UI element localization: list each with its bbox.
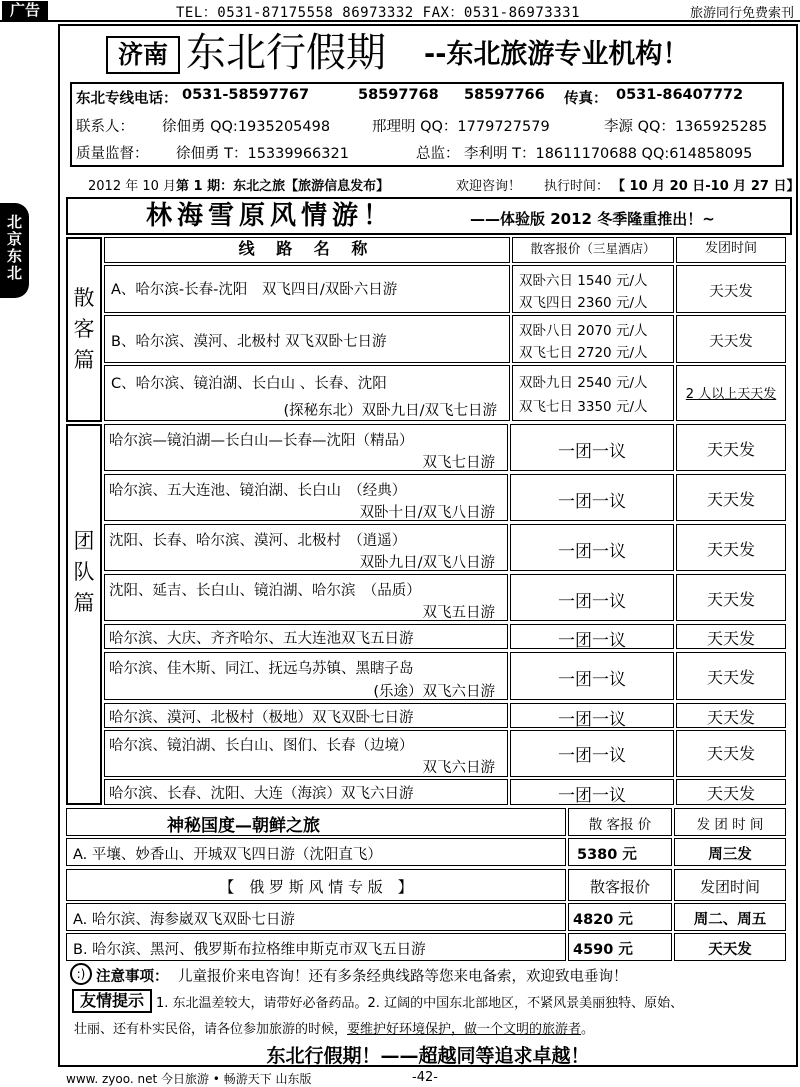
group-row-price [510,703,674,728]
top-right-note: 旅游同行免费索刊 [689,6,794,21]
russia-depart-cell [674,903,786,931]
scattered-row-c-route [104,365,510,421]
price-text: 一团一议 [558,746,626,766]
route-text: B、哈尔滨、漠河、北极村 双飞双卧七日游 [111,334,387,350]
qa-label: 质量监督： [76,146,149,162]
tips-line-2b: 要维护好环境保护，做一个文明的旅游者 [347,1022,582,1037]
route-text: 哈尔滨、五大连池、镜泊湖、长白山 （经典） [109,483,407,499]
header-text: 发团时间 [699,878,760,896]
qa-contact: 徐佃勇 T：15339966321 [176,146,349,162]
depart-text: 天天发 [706,490,755,509]
contact-3: 李源 QQ：1365925285 [604,119,768,135]
group-row-price [510,474,674,521]
tips-label: 友情提示 [72,989,152,1013]
tips-line-2c: 。 [581,1022,595,1037]
group-row-route [104,779,508,805]
closing-slogan: 东北行假期！——超越同等追求卓越！ [266,1045,590,1067]
scattered-row-a-price [512,265,674,313]
masthead-city: 济南 [106,36,180,74]
top-tel-fax: TEL：0531-87175558 86973332 FAX：0531-86973331 [176,5,581,21]
contact-label: 联系人： [76,119,134,135]
tips-line-2 [74,1018,594,1037]
russia-header-depart [674,869,786,901]
header-text: 散客报价 [589,878,650,896]
group-row-route [104,730,508,777]
group-row-price [510,652,674,700]
route-text: 哈尔滨、大庆、齐齐哈尔、五大连池双飞五日游 [109,631,414,647]
depart-text: 天天发 [706,708,755,727]
side-tab-line-2: 东北 [6,247,22,282]
scattered-row-c-depart [676,365,786,421]
section-label-group [66,424,102,805]
group-row-price [510,574,674,621]
route-text: B. 哈尔滨、黑河、俄罗斯布拉格维申斯克市双飞五日游 [73,942,426,958]
depart-text: 天天发 [709,334,753,350]
header-depart: 发团时间 [676,237,786,263]
route-text: 哈尔滨—镜泊湖—长白山—长春—沈阳（精品） [109,433,414,449]
route-text: (探秘东北）双卧九日/双飞七日游 [283,403,497,419]
price-text: 一团一议 [558,492,626,512]
group-row-price [510,730,674,777]
scattered-row-b-price [512,315,674,363]
price-text: 一团一议 [558,542,626,562]
korea-price-cell [568,838,672,866]
header-price: 散客报价（三星酒店） [512,237,674,263]
scattered-row-a-depart [676,265,786,313]
group-row-route [104,703,508,728]
group-row-route [104,574,508,621]
group-row-depart [676,730,786,777]
main-subtitle: ——体验版 2012 冬季隆重推出！~ [470,210,715,228]
group-row-depart [676,574,786,621]
price-text: 一团一议 [558,592,626,612]
hotline-number-3: 58597766 [464,87,545,103]
russia-header-price [568,869,672,901]
route-text: A、哈尔滨-长春-沈阳 双飞四日/双卧六日游 [111,282,398,298]
header-text: 散 客报 价 [588,817,652,833]
russia-title: 【 俄 罗 斯 风 情 专 版 】 [219,878,413,896]
depart-text: 天天发 [706,668,755,687]
depart-text: 天天发 [706,784,755,803]
price-text: 4820 元 [573,912,633,928]
russia-depart-cell [674,933,786,961]
price-line: 双飞四日 2360 元/人 [519,295,648,311]
depart-text: 天天发 [709,284,753,300]
contact-box [70,82,784,167]
notice-label: 注意事项： [96,969,169,985]
russia-route-cell [66,903,566,931]
fax-label: 传真： [564,91,608,107]
issue-date: 2012 年 10 月 [88,179,177,194]
price-text: 一团一议 [558,670,626,690]
footer-site: www. zyoo. net 今日旅游 • 畅游天下 山东版 [66,1072,312,1086]
price-line: 双卧九日 2540 元/人 [519,375,648,391]
side-tab-beijing-dongbei [0,203,29,298]
route-text: 哈尔滨、镜泊湖、长白山、图们、长春（边境） [109,738,414,754]
route-text: A. 哈尔滨、海参崴双飞双卧七日游 [73,912,295,928]
korea-title-cell [66,808,566,836]
route-text: C、哈尔滨、镜泊湖、长白山 、长春、沈阳 [111,376,387,392]
hotline-label: 东北专线电话： [76,91,178,107]
page-number: -42- [412,1070,438,1085]
masthead [106,28,746,80]
section-label-char: 篇 [73,591,95,615]
issue-number: 第 1 期：东北之旅【旅游信息发布】 [176,179,390,194]
masthead-brand: 东北行假期 [186,30,386,76]
depart-text: 天天发 [706,440,755,459]
issue-welcome: 欢迎咨询！ [456,179,522,194]
header-text: 发 团 时 间 [696,817,764,833]
group-row-price [510,624,674,649]
section-label-char: 散 [73,286,95,310]
group-row-route [104,524,508,571]
contact-1: 徐佃勇 QQ:1935205498 [162,119,331,135]
issue-period: 【 10 月 20 日-10 月 27 日】 [612,179,800,194]
depart-text: 天天发 [708,942,752,958]
group-row-depart [676,524,786,571]
group-row-route [104,424,508,471]
smiley-icon: :) [70,963,92,985]
group-row-route [104,652,508,700]
price-text: 一团一议 [558,710,626,730]
route-text: 双飞五日游 [422,605,495,621]
depart-text: 2 人以上天天发 [685,387,777,402]
group-row-price [510,779,674,805]
depart-text: 天天发 [706,744,755,763]
route-text: 沈阳、长春、哈尔滨、漠河、北极村 （逍遥） [109,533,407,549]
issue-period-label: 执行时间： [544,179,610,194]
route-text: 哈尔滨、佳木斯、同江、抚远乌苏镇、黑瞎子岛 [109,661,414,677]
masthead-slogan: --东北旅游专业机构！ [424,39,690,70]
contact-2: 邢理明 QQ：1779727579 [372,119,550,135]
scattered-row-c-price [512,365,674,421]
tips-line-1: 1. 东北温差较大，请带好必备药品。2. 辽阔的中国东北部地区，不紧风景美丽独特、原始、 [156,996,684,1011]
korea-depart-cell [674,838,786,866]
group-row-depart [676,624,786,649]
route-text: 双卧九日/双飞八日游 [359,555,495,571]
route-text: 沈阳、延吉、长白山、镜泊湖、哈尔滨 （品质） [109,583,421,599]
korea-header-price [568,808,672,836]
price-text: 一团一议 [558,442,626,462]
price-text: 一团一议 [558,631,626,651]
section-label-char: 篇 [73,348,95,372]
scattered-row-b-depart [676,315,786,363]
gm-contact: 李利明 T：18611170688 QQ:614858095 [464,146,753,162]
russia-price-cell [568,903,672,931]
section-label-scattered [66,237,102,422]
depart-text: 天天发 [706,629,755,648]
russia-title-cell [66,869,566,901]
group-row-depart [676,779,786,805]
section-label-char: 客 [73,317,95,341]
route-text: 双飞六日游 [422,760,495,776]
route-text: 哈尔滨、长春、沈阳、大连（海滨）双飞六日游 [109,786,414,802]
scattered-row-a-route [104,265,510,313]
price-text: 4590 元 [573,942,633,958]
depart-text: 周三发 [708,847,752,863]
main-title-box [66,197,792,235]
route-text: 双飞七日游 [422,455,495,471]
price-line: 双飞七日 2720 元/人 [519,345,648,361]
route-text: 哈尔滨、漠河、北极村（极地）双飞双卧七日游 [109,710,414,726]
depart-text: 天天发 [706,590,755,609]
section-label-char: 队 [73,560,95,584]
depart-text: 周二、周五 [693,912,767,928]
notice-text: 儿童报价来电咨询！还有多条经典线路等您来电备索，欢迎致电垂询！ [178,969,628,985]
group-row-price [510,524,674,571]
scattered-row-b-route [104,315,510,363]
tips-line-2a: 壮丽、还有朴实民俗，请各位参加旅游的时候， [74,1022,348,1037]
price-text: 一团一议 [558,786,626,806]
main-title: 林海雪原风情游！ [146,201,395,231]
ad-label: 广告 [2,1,48,20]
group-row-depart [676,703,786,728]
group-row-depart [676,474,786,521]
price-line: 双卧八日 2070 元/人 [519,323,648,339]
hotline-number-2: 58597768 [358,87,439,103]
price-text: 5380 元 [577,847,637,863]
gm-label: 总监： [416,146,460,162]
price-line: 双飞七日 3350 元/人 [519,399,648,415]
russia-route-cell [66,933,566,961]
fax-number: 0531-86407772 [616,87,744,103]
section-label-char: 团 [73,529,95,553]
russia-price-cell [568,933,672,961]
route-text: 双卧十日/双飞八日游 [359,505,495,521]
korea-route-cell [66,838,566,866]
price-line: 双卧六日 1540 元/人 [519,273,648,289]
header-route: 线 路 名 称 [104,237,510,263]
korea-header-depart [674,808,786,836]
group-row-route [104,474,508,521]
korea-title: 神秘国度—朝鲜之旅 [167,816,320,836]
group-row-depart [676,424,786,471]
depart-text: 天天发 [706,540,755,559]
route-text: (乐途）双飞六日游 [373,684,495,700]
hotline-number-1: 0531-58597767 [182,87,310,103]
side-tab-line-1: 北京 [6,213,22,248]
group-row-route [104,624,508,649]
route-text: A. 平壤、妙香山、开城双飞四日游（沈阳直飞） [73,847,382,863]
group-row-depart [676,652,786,700]
top-bar [0,0,800,22]
group-row-price [510,424,674,471]
